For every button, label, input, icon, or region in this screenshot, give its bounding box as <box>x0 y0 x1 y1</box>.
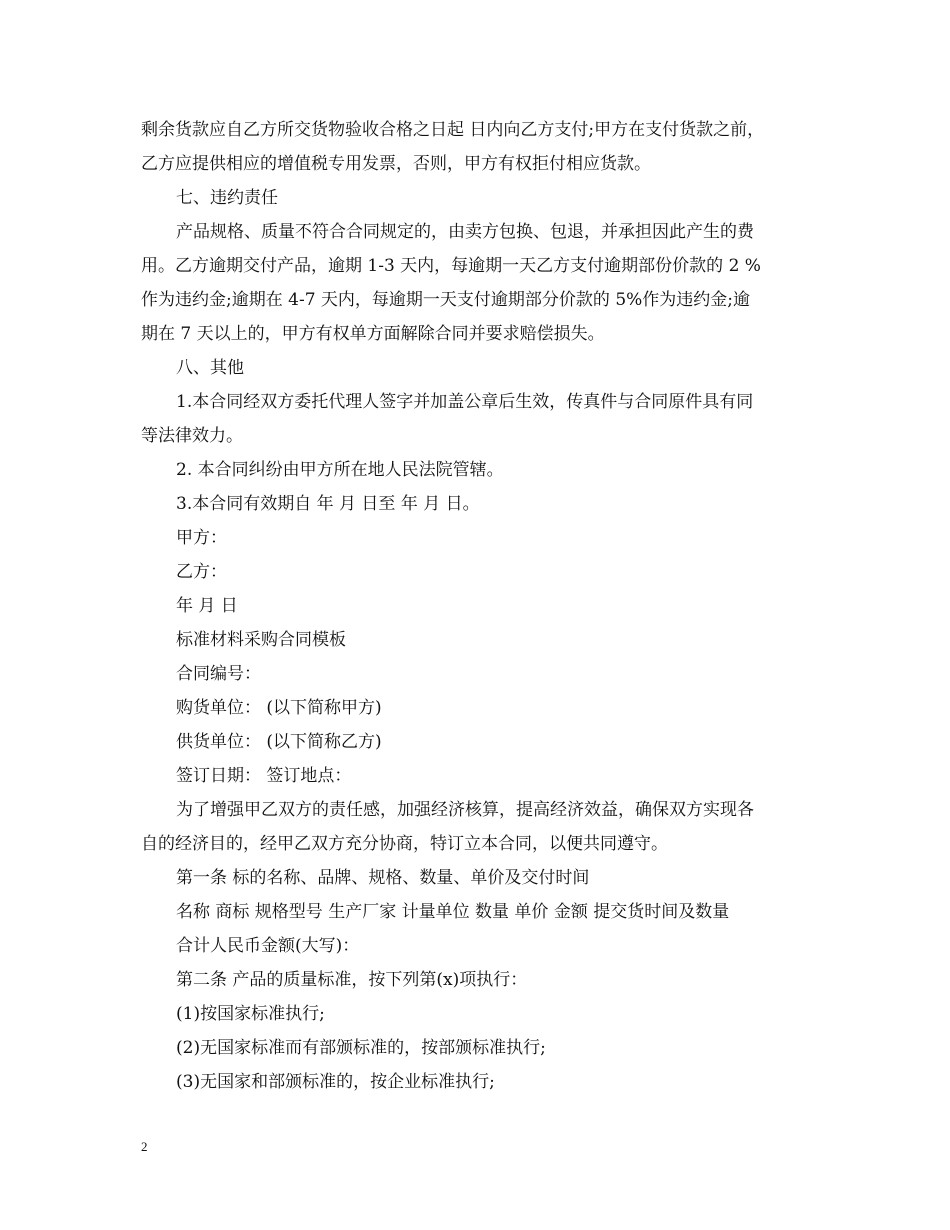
text-line: 乙方应提供相应的增值税专用发票，否则，甲方有权拒付相应货款。 <box>141 154 651 174</box>
text-line: 为了增强甲乙双方的责任感，加强经济核算，提高经济效益，确保双方实现各 <box>176 800 754 820</box>
text-line: 名称 商标 规格型号 生产厂家 计量单位 数量 单价 金额 提交货时间及数量 <box>176 902 730 922</box>
text-line: 作为违约金;逾期在 4-7 天内，每逾期一天支付逾期部分价款的 5%作为违约金;逾 <box>141 290 751 310</box>
text-line: 标准材料采购合同模板 <box>176 630 346 650</box>
text-line: 第一条 标的名称、品牌、规格、数量、单价及交付时间 <box>176 868 590 888</box>
text-line: 产品规格、质量不符合合同规定的，由卖方包换、包退，并承担因此产生的费 <box>176 222 754 242</box>
document-body <box>141 113 813 1099</box>
text-line: 八、其他 <box>176 358 244 378</box>
text-line: (1)按国家标准执行; <box>176 1004 325 1024</box>
text-line: 2. 本合同纠纷由甲方所在地人民法院管辖。 <box>176 460 504 480</box>
text-line: 签订日期： 签订地点： <box>176 766 352 786</box>
text-line: 1.本合同经双方委托代理人签字并加盖公章后生效，传真件与合同原件具有同 <box>176 392 754 412</box>
text-line: 年 月 日 <box>176 596 238 616</box>
text-line: 甲方： <box>176 528 227 548</box>
text-line: 合计人民币金额(大写)： <box>176 936 360 956</box>
text-line: 供货单位： (以下简称乙方) <box>176 732 382 752</box>
text-line: 3.本合同有效期自 年 月 日至 年 月 日。 <box>176 494 480 514</box>
text-line: 自的经济目的，经甲乙双方充分协商，特订立本合同，以便共同遵守。 <box>141 834 668 854</box>
text-line: 期在 7 天以上的，甲方有权单方面解除合同并要求赔偿损失。 <box>141 324 605 344</box>
text-line: 剩余货款应自乙方所交货物验收合格之日起 日内向乙方支付;甲方在支付货款之前， <box>141 120 765 140</box>
text-line: 购货单位： (以下简称甲方) <box>176 698 382 718</box>
text-line: 等法律效力。 <box>141 426 243 446</box>
text-line: 用。乙方逾期交付产品，逾期 1-3 天内，每逾期一天乙方支付逾期部份价款的 2 % <box>141 256 761 276</box>
page-number: 2 <box>141 1139 148 1154</box>
text-line: (2)无国家标准而有部颁标准的，按部颁标准执行; <box>176 1038 546 1058</box>
text-line: 第二条 产品的质量标准，按下列第(x)项执行： <box>176 970 528 990</box>
text-line: (3)无国家和部颁标准的，按企业标准执行; <box>176 1072 495 1092</box>
text-line: 七、违约责任 <box>176 188 278 208</box>
text-line: 乙方： <box>176 562 227 582</box>
text-line: 合同编号： <box>176 664 261 684</box>
